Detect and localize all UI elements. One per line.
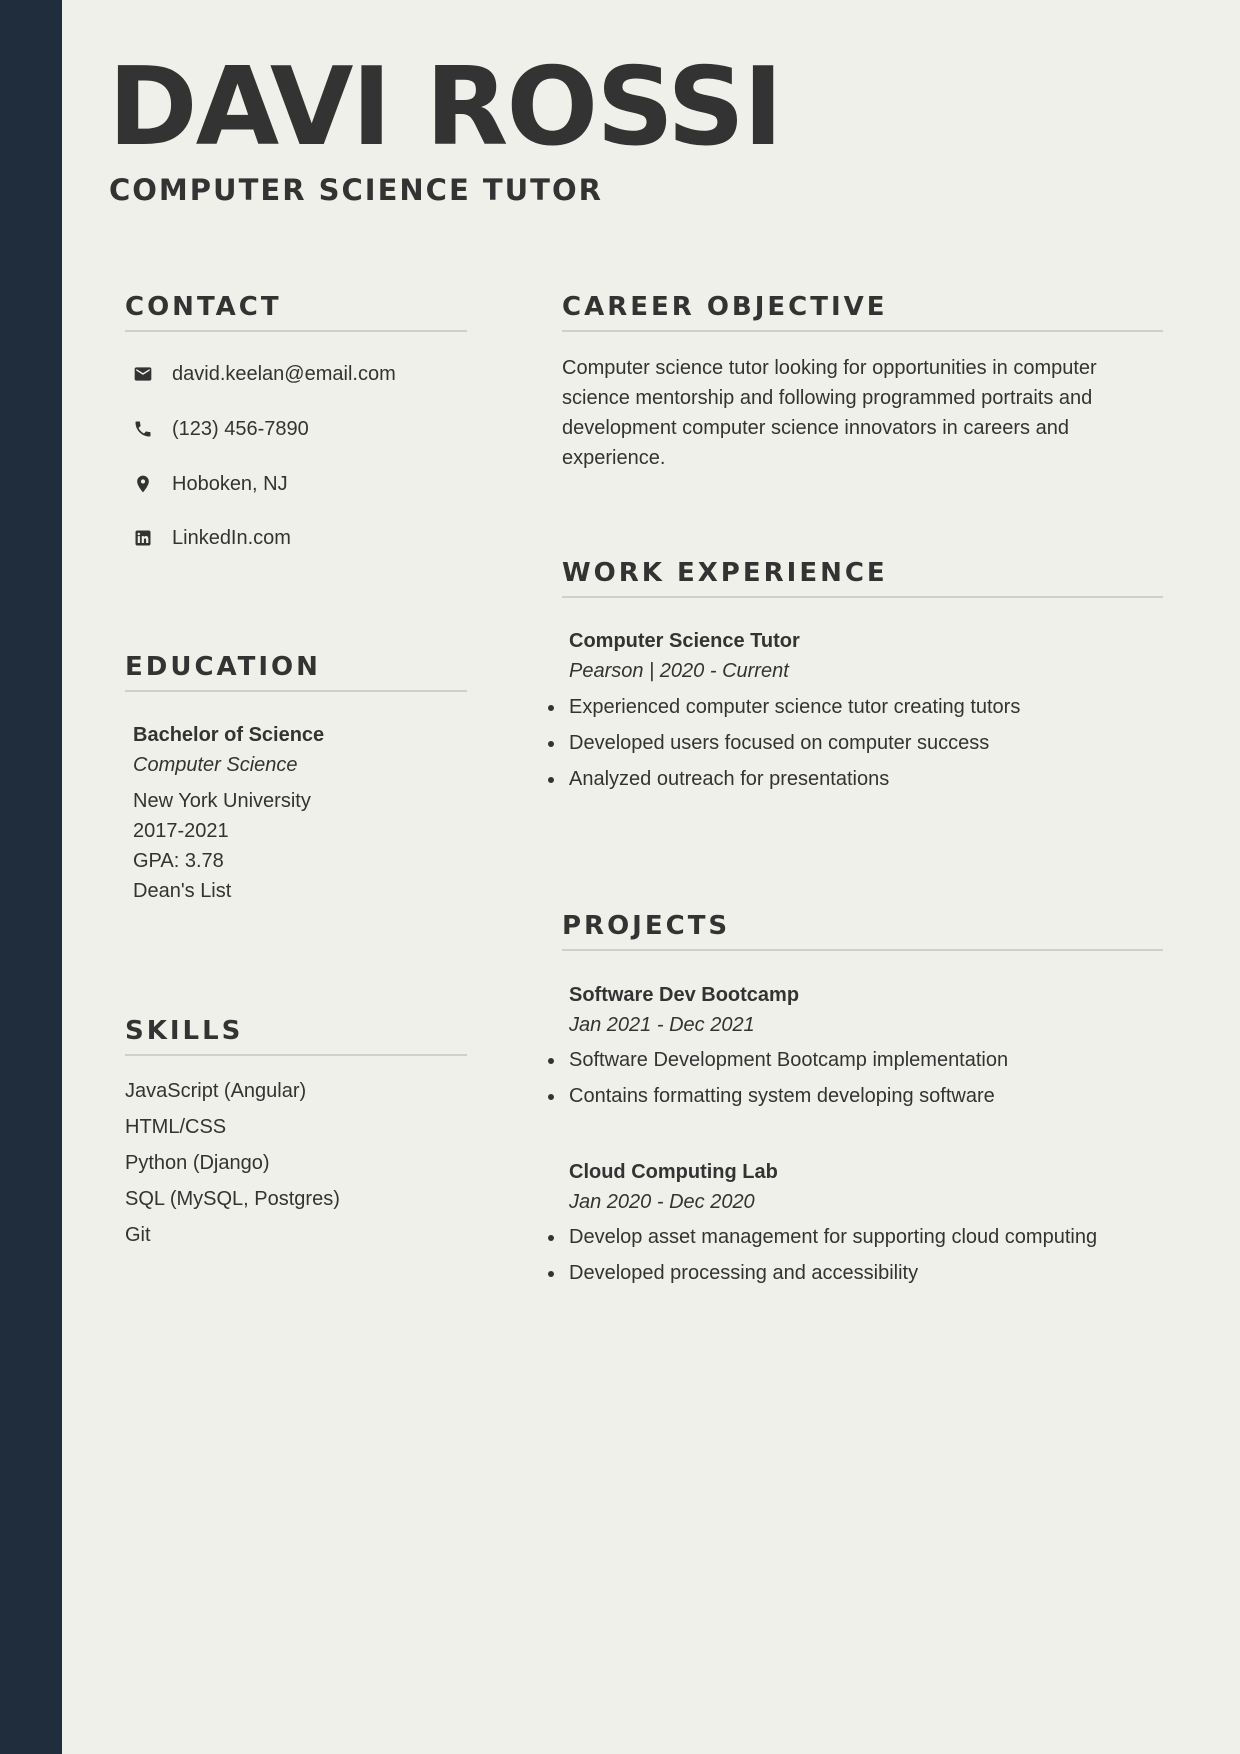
sidebar-accent-bar bbox=[0, 0, 62, 1754]
job-title: Computer Science Tutor bbox=[569, 630, 800, 652]
objective-heading: CAREER OBJECTIVE bbox=[562, 290, 1163, 332]
skill-item: Git bbox=[125, 1224, 151, 1246]
contact-location bbox=[133, 469, 288, 499]
skill-item: JavaScript (Angular) bbox=[125, 1080, 307, 1102]
job-bullets bbox=[544, 689, 1020, 797]
contact-phone-text: (123) 456-7890 bbox=[172, 417, 309, 440]
location-icon bbox=[133, 474, 153, 494]
email-icon bbox=[133, 364, 153, 384]
objective-text: Computer science tutor looking for opportunities in computer science mentorship and following programmed portraits and development computer science innovators in careers and experience. bbox=[562, 357, 1097, 469]
job-bullet: Analyzed outreach for presentations bbox=[544, 761, 1020, 797]
contact-phone[interactable] bbox=[133, 414, 309, 444]
contact-location-text: Hoboken, NJ bbox=[172, 472, 288, 495]
candidate-title: COMPUTER SCIENCE TUTOR bbox=[109, 173, 603, 207]
contact-linkedin-text: LinkedIn.com bbox=[172, 526, 291, 549]
education-gpa: GPA: 3.78 bbox=[133, 850, 224, 872]
job-bullet: Experienced computer science tutor creating tutors bbox=[544, 689, 1020, 725]
project-bullet: Developed processing and accessibility bbox=[544, 1255, 1097, 1291]
education-field: Computer Science bbox=[133, 754, 298, 776]
job-entry bbox=[569, 626, 800, 686]
contact-linkedin[interactable] bbox=[133, 523, 291, 553]
skill-item: HTML/CSS bbox=[125, 1116, 227, 1138]
education-heading: EDUCATION bbox=[125, 650, 467, 692]
project-title: Software Dev Bootcamp bbox=[569, 984, 800, 1006]
project-bullet: Software Development Bootcamp implementation bbox=[544, 1042, 1008, 1078]
skills-list bbox=[125, 1073, 340, 1253]
candidate-name: DAVI ROSSI bbox=[108, 45, 782, 170]
phone-icon bbox=[133, 419, 153, 439]
project-dates: Jan 2020 - Dec 2020 bbox=[569, 1191, 755, 1213]
education-school: New York University bbox=[133, 790, 311, 812]
contact-heading: CONTACT bbox=[125, 290, 467, 332]
education-entry bbox=[133, 720, 324, 906]
education-honor: Dean's List bbox=[133, 880, 232, 902]
education-degree: Bachelor of Science bbox=[133, 724, 325, 746]
project-bullet: Develop asset management for supporting cloud computing bbox=[544, 1219, 1097, 1255]
project-bullets bbox=[544, 1042, 1008, 1114]
project-entry bbox=[569, 1157, 778, 1217]
skill-item: SQL (MySQL, Postgres) bbox=[125, 1188, 340, 1210]
skills-heading: SKILLS bbox=[125, 1014, 467, 1056]
skill-item: Python (Django) bbox=[125, 1152, 270, 1174]
project-bullet: Contains formatting system developing software bbox=[544, 1078, 1008, 1114]
contact-email-text: david.keelan@email.com bbox=[172, 362, 396, 385]
project-entry bbox=[569, 980, 799, 1040]
work-heading: WORK EXPERIENCE bbox=[562, 556, 1163, 598]
linkedin-icon bbox=[133, 528, 153, 548]
project-title: Cloud Computing Lab bbox=[569, 1161, 778, 1183]
education-years: 2017-2021 bbox=[133, 820, 229, 842]
project-dates: Jan 2021 - Dec 2021 bbox=[569, 1014, 755, 1036]
project-bullets bbox=[544, 1219, 1097, 1291]
job-meta: Pearson | 2020 - Current bbox=[569, 660, 789, 682]
projects-heading: PROJECTS bbox=[562, 909, 1163, 951]
contact-email[interactable] bbox=[133, 359, 396, 389]
job-bullet: Developed users focused on computer success bbox=[544, 725, 1020, 761]
